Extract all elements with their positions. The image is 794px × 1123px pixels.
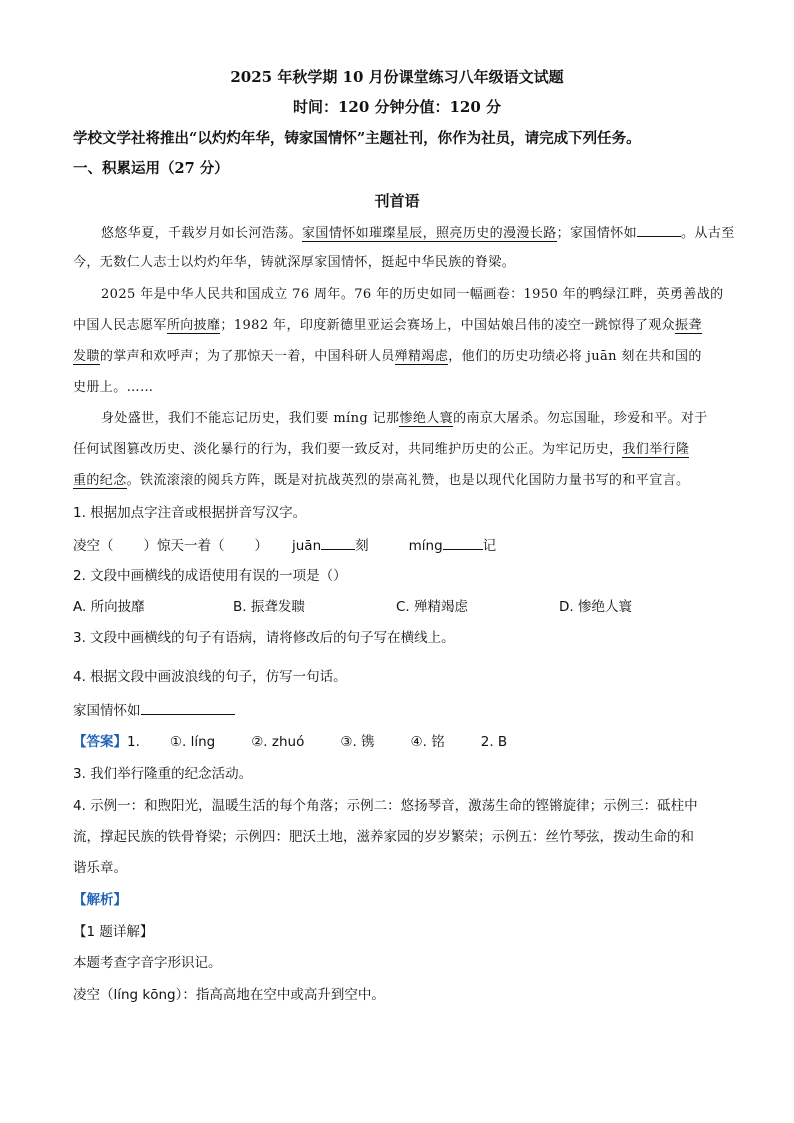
q4-prefix: 家国情怀如 bbox=[73, 703, 141, 719]
answer-1-item-4: ④. 铭 bbox=[410, 734, 445, 750]
answer-label: 【答案】 bbox=[73, 734, 127, 750]
q1-ji: 记 bbox=[482, 538, 497, 554]
idiom-suoxiangpimi: 所向披靡 bbox=[166, 318, 221, 333]
exam-time: 时间：120 分钟分值：120 分 bbox=[292, 98, 502, 116]
q1-paren: ） bbox=[254, 538, 268, 554]
q1-ke: 刻 bbox=[355, 538, 369, 554]
q2-option-a[interactable]: A. 所向披靡 bbox=[73, 599, 145, 615]
q1-jingtianyizhe: ）惊天一着（ bbox=[143, 538, 225, 554]
answer-1-item-3: ③. 镌 bbox=[340, 734, 375, 750]
p3-text: 身处盛世，我们不能忘记历史，我们要 míng 记那 bbox=[101, 411, 400, 426]
p1-text: ；家国情怀如 bbox=[556, 226, 638, 241]
q2-option-b[interactable]: B. 振聋发聩 bbox=[233, 599, 305, 615]
idiom-canjuerenhuan: 惨绝人寰 bbox=[399, 411, 454, 426]
q2-option-d[interactable]: D. 惨绝人寰 bbox=[559, 599, 632, 615]
section-heading: 一、积累运用（27 分） bbox=[73, 160, 229, 177]
p2-text: ；1982 年，印度新德里亚运会赛场上，中国姑娘吕伟的凌空一跳惊得了观众 bbox=[220, 318, 676, 333]
answer-3: 3. 我们举行隆重的纪念活动。 bbox=[73, 766, 253, 782]
passage-p2-line2 bbox=[73, 316, 723, 336]
answer-4-line2: 流，撑起民族的铁骨脊梁；示例四：肥沃土地，滋养家园的岁岁繁荣；示例五：丝竹琴弦，拨动生命的和 bbox=[73, 829, 694, 845]
passage-p2-line1: 2025 年是中华人民共和国成立 76 周年。76 年的历史如同一幅画卷：1950 年的鸭绿江畔，英勇善战的 bbox=[101, 287, 724, 302]
p3-text: 。铁流滚滚的阅兵方阵，既是对抗战英烈的崇高礼赞，也是以现代化国防力量书写的和平宣言。 bbox=[126, 473, 690, 488]
passage-p2-line4: 史册上。…… bbox=[73, 380, 154, 395]
q1-ming-blank[interactable] bbox=[443, 535, 483, 550]
p3-text: 任何试图篡改历史、淡化暴行的行为，我们要一致反对，共同维护历史的公正。为牢记历史， bbox=[73, 442, 623, 457]
q1-juan-blank[interactable] bbox=[321, 535, 355, 550]
question-1-blanks bbox=[73, 535, 723, 556]
answer-4-line3: 谐乐章。 bbox=[73, 860, 127, 876]
p1-blank bbox=[637, 222, 681, 237]
passage-p3-line1 bbox=[101, 409, 723, 429]
task-intro: 学校文学社将推出“以灼灼年华，铸家国情怀”主题社刊，你作为社员，请完成下列任务。 bbox=[73, 130, 641, 147]
q2-option-c[interactable]: C. 殚精竭虑 bbox=[396, 599, 469, 615]
passage-heading: 刊首语 bbox=[374, 192, 420, 210]
idiom-danjingjielv: 殚精竭虑 bbox=[394, 349, 449, 364]
question-4-prompt bbox=[73, 700, 723, 721]
idiom-zhenlongfakui-part1: 振聋 bbox=[675, 318, 702, 333]
q1-lingkong: 凌空（ bbox=[73, 538, 114, 554]
p2-text: 的掌声和欢呼声；为了那惊天一着，中国科研人员 bbox=[99, 349, 395, 364]
question-1: 1. 根据加点字注音或根据拼音写汉字。 bbox=[73, 505, 307, 521]
idiom-zhenlongfakui-part2: 发聩 bbox=[73, 349, 100, 364]
answer-1-item-2: ②. zhuó bbox=[251, 734, 305, 750]
question-2: 2. 文段中画横线的成语使用有误的一项是（） bbox=[73, 568, 347, 584]
passage-p2-line3 bbox=[73, 347, 723, 367]
q1-juan-pinyin: juān bbox=[292, 538, 322, 554]
analysis-text-1: 本题考查字音字形识记。 bbox=[73, 955, 222, 971]
exam-title: 2025 年秋学期 10 月份课堂练习八年级语文试题 bbox=[230, 68, 564, 86]
q4-answer-blank[interactable] bbox=[141, 700, 235, 715]
passage-p3-line2 bbox=[73, 440, 723, 460]
passage-p1-line1 bbox=[101, 222, 735, 244]
p3-text: 的南京大屠杀。勿忘国耻，珍爱和平。对于 bbox=[453, 411, 708, 426]
answer-2: 2. B bbox=[480, 734, 508, 750]
answer-1-item-1: ①. líng bbox=[169, 734, 216, 750]
passage-p1-line2: 今，无数仁人志士以灼灼年华，铸就深厚家国情怀，挺起中华民族的脊梁。 bbox=[73, 255, 516, 270]
p1-text: 悠悠华夏，千载岁月如长河浩荡。 bbox=[101, 226, 303, 241]
analysis-label: 【解析】 bbox=[73, 892, 127, 908]
analysis-text-2: 凌空（líng kōng）：指高高地在空中或高升到空中。 bbox=[73, 987, 385, 1003]
answer-1-prefix: 1. bbox=[127, 734, 140, 750]
p1-text: 。从古至 bbox=[681, 226, 735, 241]
answer-4-line1: 4. 示例一：和煦阳光，温暖生活的每个角落；示例二：悠扬琴音，激荡生命的铿锵旋律；示例三：砥柱中 bbox=[73, 798, 698, 814]
p2-text: ，他们的历史功绩必将 juān 刻在共和国的 bbox=[448, 349, 702, 364]
p1-model-sentence: 家国情怀如璀璨星辰，照亮历史的漫漫长路 bbox=[302, 226, 557, 241]
passage-p3-line3 bbox=[73, 471, 723, 491]
question-3: 3. 文段中画横线的句子有语病，请将修改后的句子写在横线上。 bbox=[73, 630, 455, 646]
analysis-sub-1: 【1 题详解】 bbox=[73, 924, 154, 940]
question-4: 4. 根据文段中画波浪线的句子，仿写一句话。 bbox=[73, 669, 347, 685]
faulty-sentence-part2: 重的纪念 bbox=[73, 473, 127, 488]
answer-line-1 bbox=[73, 732, 723, 752]
faulty-sentence-part1: 我们举行隆 bbox=[622, 442, 690, 457]
p2-text: 中国人民志愿军 bbox=[73, 318, 167, 333]
q1-ming-pinyin: míng bbox=[408, 538, 443, 554]
